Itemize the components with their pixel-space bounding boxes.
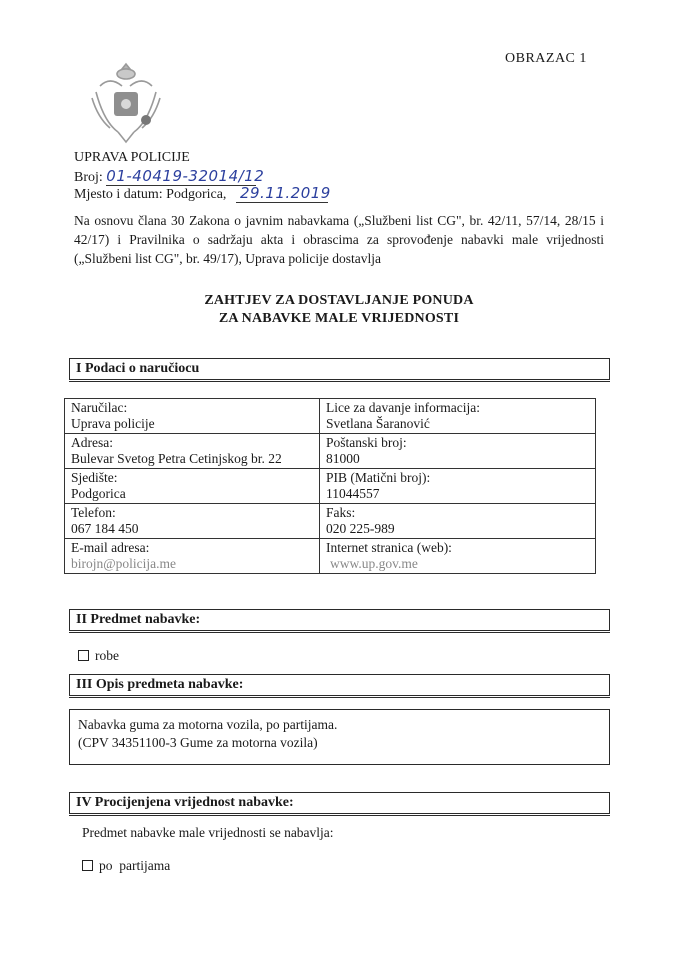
table-cell: [320, 504, 596, 539]
section-4-heading: [69, 792, 610, 814]
goods-checkbox[interactable]: [78, 650, 89, 661]
subject-option-row: [78, 648, 119, 664]
procurement-description-box: [69, 709, 610, 765]
goods-option-label: robe: [95, 648, 119, 663]
coat-of-arms-logo: [86, 58, 166, 148]
field-value: 067 184 450: [71, 521, 139, 536]
form-code: OBRAZAC 1: [505, 51, 587, 66]
field-value: Podgorica: [71, 486, 126, 501]
email-link[interactable]: birojn@policija.me: [71, 556, 177, 571]
field-label: E-mail adresa:: [71, 540, 150, 555]
table-cell: [320, 434, 596, 469]
date-value: 29.11.2019: [236, 184, 328, 203]
table-row: [65, 469, 596, 504]
section-4-underline: [69, 812, 610, 816]
by-lots-checkbox[interactable]: [82, 860, 93, 871]
document-title-line-2: ZA NABAVKE MALE VRIJEDNOSTI: [218, 311, 460, 326]
table-cell: [65, 469, 320, 504]
table-cell: [65, 539, 320, 574]
description-line-2: (CPV 34351100-3 Gume za motorna vozila): [78, 735, 318, 750]
field-value: Uprava policije: [71, 416, 155, 431]
table-cell: [320, 539, 596, 574]
table-cell: [320, 399, 596, 434]
field-value: 020 225-989: [326, 521, 395, 536]
table-cell: [320, 469, 596, 504]
section-4-heading-text: IV Procijenjena vrijednost nabavke:: [76, 795, 294, 810]
section-1-heading: [69, 358, 610, 380]
field-label: Telefon:: [71, 505, 116, 520]
table-cell: [65, 504, 320, 539]
field-label: Internet stranica (web):: [326, 540, 452, 555]
section-2-underline: [69, 629, 610, 633]
document-title-line-1: ZAHTJEV ZA DOSTAVLJANJE PONUDA: [204, 293, 474, 308]
table-row: [65, 504, 596, 539]
field-label: Adresa:: [71, 435, 113, 450]
section-2-heading: [69, 609, 610, 631]
website-link[interactable]: www.up.gov.me: [330, 556, 418, 571]
table-cell: [65, 434, 320, 469]
place-date-label: Mjesto i datum: Podgorica,: [74, 187, 227, 202]
procurement-method-option-row: [82, 858, 170, 874]
field-label: Lice za davanje informacija:: [326, 400, 481, 415]
section-1-heading-text: I Podaci o naručiocu: [76, 361, 200, 376]
procurement-method-text: Predmet nabavke male vrijednosti se nabavlja:: [82, 825, 334, 840]
section-3-heading: [69, 674, 610, 696]
intro-paragraph: Na osnovu člana 30 Zakona o javnim nabavkama („Službeni list CG", br. 42/11, 57/14, 28/15 i 42/17) i Pravilnika o sadržaju akta i obrascima za sprovođenje nabavki male vrijednosti („Službeni list CG", br. 49/17), Uprava policije dostavlja: [74, 213, 604, 266]
field-label: Sjedište:: [71, 470, 118, 485]
field-value: Bulevar Svetog Petra Cetinjskog br. 22: [71, 451, 282, 466]
table-row: [65, 539, 596, 574]
field-label: Faks:: [326, 505, 356, 520]
field-label: PIB (Matični broj):: [326, 470, 431, 485]
contracting-authority-table: [64, 398, 596, 574]
reference-number-label: Broj:: [74, 170, 103, 185]
place-date-row: [74, 184, 331, 203]
description-line-1: Nabavka guma za motorna vozila, po partijama.: [78, 717, 338, 732]
table-row: [65, 399, 596, 434]
field-value: Svetlana Šaranović: [326, 416, 430, 431]
section-3-heading-text: III Opis predmeta nabavke:: [76, 677, 244, 692]
table-cell: [65, 399, 320, 434]
institution-name: UPRAVA POLICIJE: [74, 150, 190, 165]
reference-number-value: 01-40419-32014/12: [106, 167, 265, 185]
field-value: 11044557: [326, 486, 380, 501]
section-3-underline: [69, 694, 610, 698]
field-label: Poštanski broj:: [326, 435, 407, 450]
field-label: Naručilac:: [71, 400, 128, 415]
field-value: 81000: [326, 451, 360, 466]
section-2-heading-text: II Predmet nabavke:: [76, 612, 201, 627]
by-lots-option-label: po partijama: [99, 858, 171, 873]
table-row: [65, 434, 596, 469]
section-1-underline: [69, 378, 610, 382]
